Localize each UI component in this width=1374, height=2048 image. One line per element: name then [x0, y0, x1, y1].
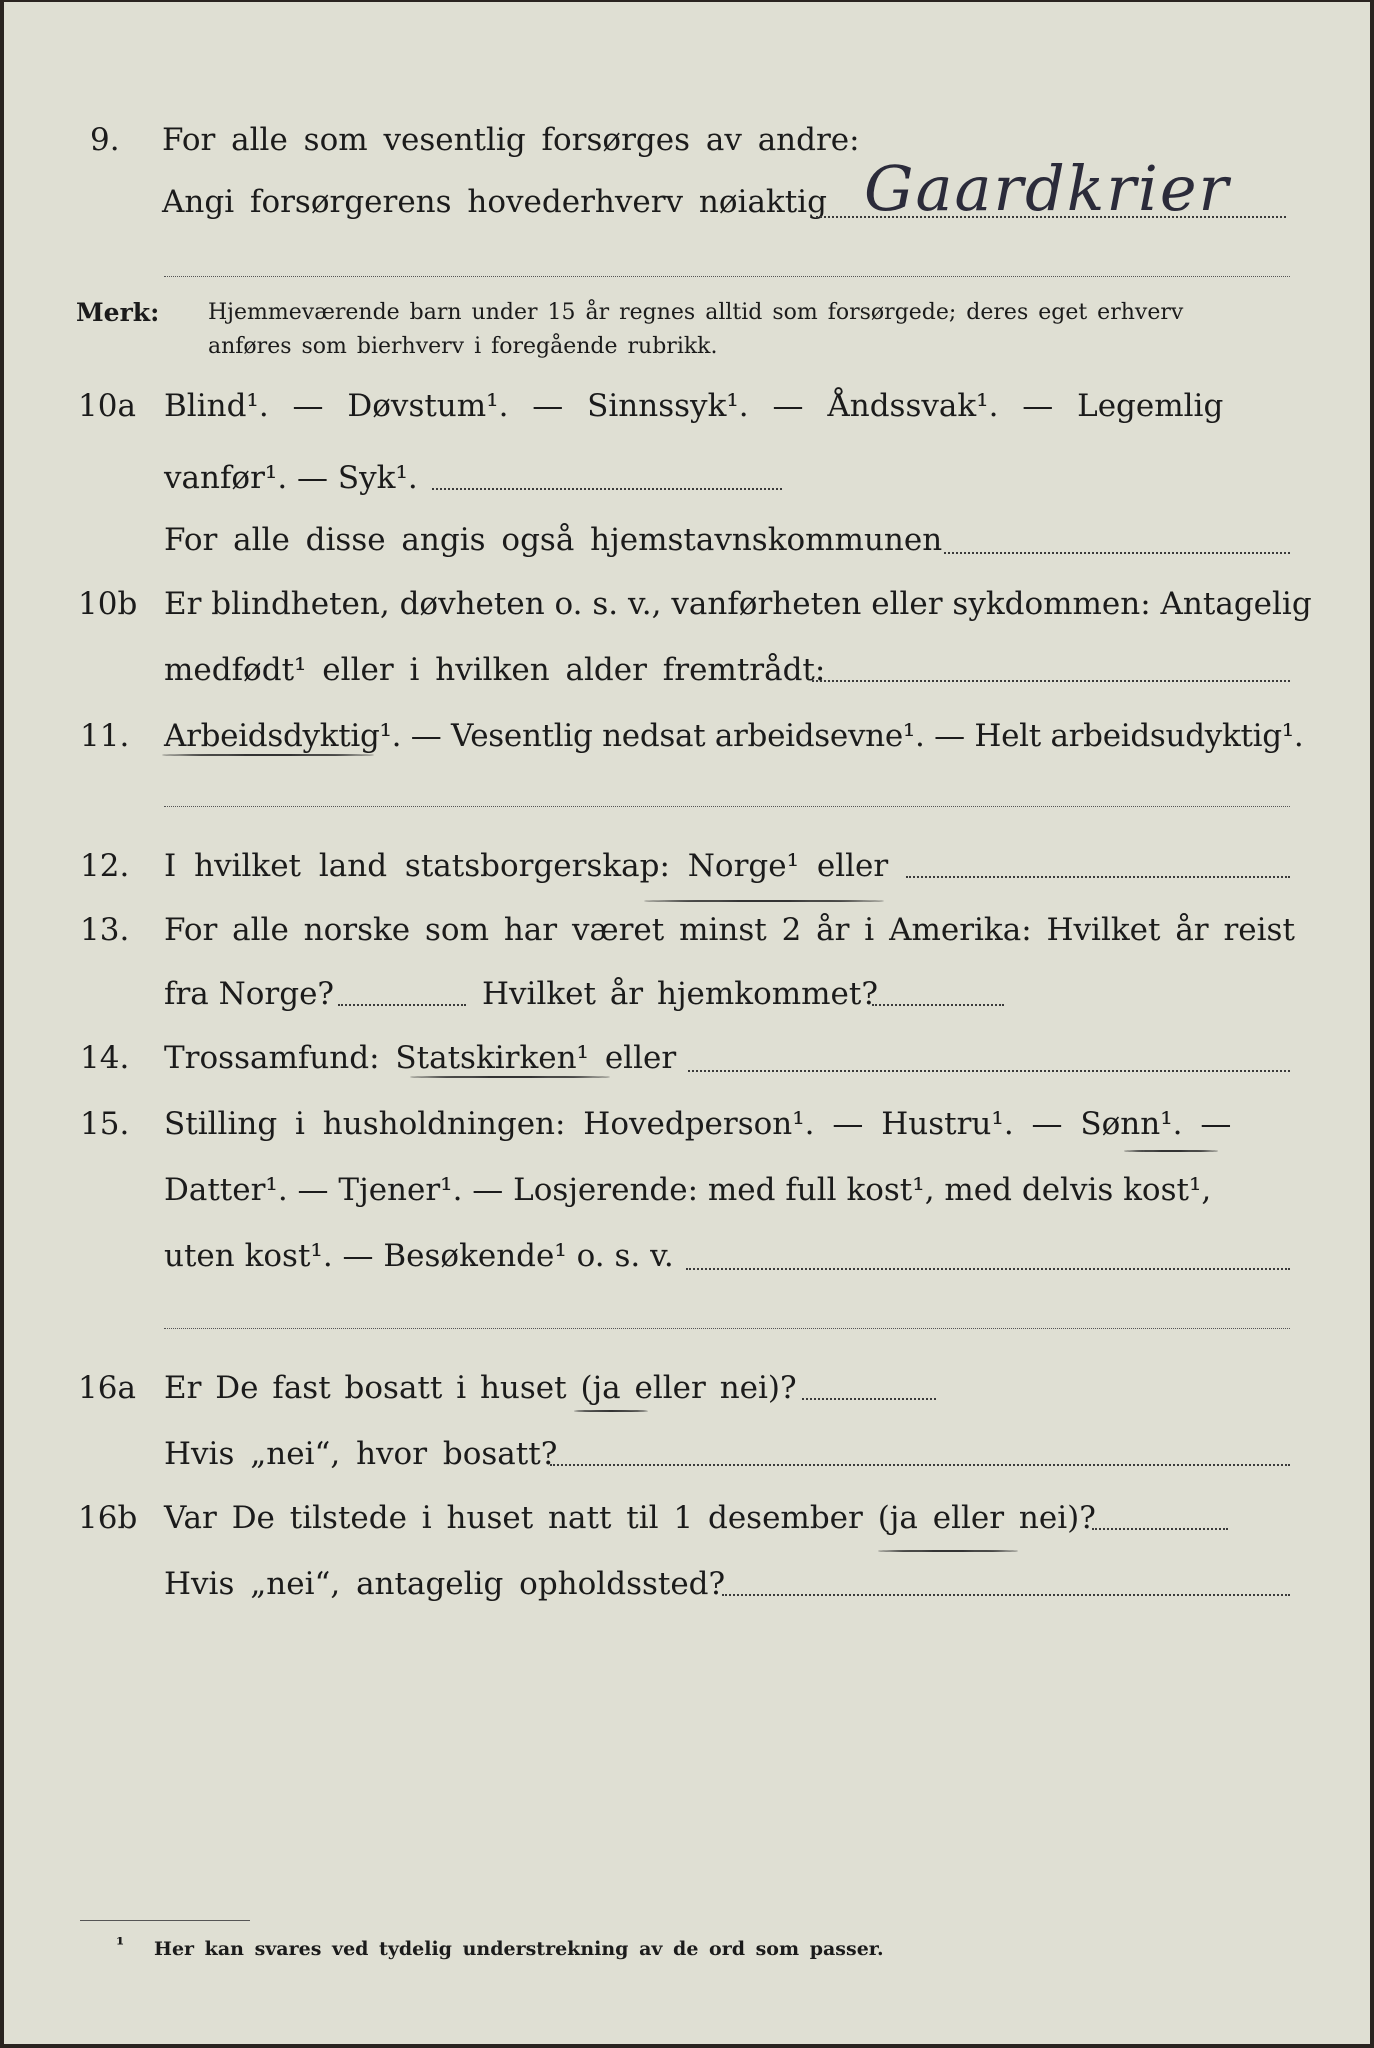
- q14-line1: Trossamfund: Statskirken¹ eller: [164, 1040, 677, 1076]
- footnote-mark: ¹: [116, 1934, 125, 1956]
- q10a-syk-line: [432, 488, 782, 490]
- q16b-line1: Var De tilstede i huset natt til 1 desember (ja eller nei)?: [164, 1500, 1096, 1536]
- q10a-line3: For alle disse angis også hjemstavnskommunen: [164, 522, 943, 558]
- merk-line2: anføres som bierhverv i foregående rubrikk.: [208, 334, 718, 359]
- q16a-number: 16a: [78, 1370, 136, 1406]
- q13-number: 13.: [80, 912, 130, 948]
- q16b-line2: Hvis „nei“, antagelig opholdssted?: [164, 1566, 726, 1602]
- q10b-line2: medfødt¹ eller i hvilken alder fremtrådt:: [164, 652, 826, 688]
- q12-number: 12.: [80, 848, 130, 884]
- q10a-line1: Blind¹. — Døvstum¹. — Sinnssyk¹. — Åndssvak¹. — Legemlig: [164, 388, 1224, 424]
- q9-line2: Angi forsørgerens hovederhverv nøiaktig: [162, 184, 827, 220]
- q14-underline-mark: [410, 1076, 610, 1078]
- q16b-number: 16b: [78, 1500, 138, 1536]
- q11-line1: Arbeidsdyktig¹. — Vesentlig nedsat arbeidsevne¹. — Helt arbeidsudyktig¹.: [164, 718, 1304, 754]
- q10a-hjemstavn-line: [944, 552, 1290, 554]
- q10a-number: 10a: [78, 388, 136, 424]
- q14-number: 14.: [80, 1040, 130, 1076]
- q12-underline-mark: [644, 900, 884, 902]
- q13-line1: For alle norske som har været minst 2 år i Amerika: Hvilket år reist: [164, 912, 1295, 948]
- q11-underline-mark: [162, 754, 374, 756]
- q10a-line2: vanfør¹. — Syk¹.: [164, 460, 418, 496]
- q16a-hvor-line: [550, 1464, 1290, 1466]
- q12-line1: I hvilket land statsborgerskap: Norge¹ eller: [164, 848, 889, 884]
- q15-line3: uten kost¹. — Besøkende¹ o. s. v.: [164, 1238, 674, 1274]
- q13-hjemkommet-line: [872, 1004, 1004, 1006]
- q9-rule: [164, 276, 1290, 277]
- q16a-line1: Er De fast bosatt i huset (ja eller nei)?: [164, 1370, 797, 1406]
- census-form-page: [4, 2, 1370, 2044]
- q15-rule: [164, 1328, 1290, 1329]
- q11-rule: [164, 806, 1290, 807]
- q9-number: 9.: [90, 122, 120, 158]
- q9-handwritten-answer: Gaardkrier: [864, 152, 1231, 225]
- q16b-tilstede-line: [1092, 1528, 1228, 1530]
- q13-line2a: fra Norge?: [164, 976, 335, 1012]
- q10b-number: 10b: [78, 586, 138, 622]
- q16a-bosatt-line: [802, 1398, 936, 1400]
- q15-underline-mark: [1124, 1150, 1218, 1152]
- q10b-alder-line: [812, 680, 1290, 682]
- footnote-rule: [80, 1920, 250, 1921]
- q15-line2: Datter¹. — Tjener¹. — Losjerende: med full kost¹, med delvis kost¹,: [164, 1172, 1212, 1208]
- q15-line1: Stilling i husholdningen: Hovedperson¹. — Hustru¹. — Sønn¹. —: [164, 1106, 1232, 1142]
- q15-number: 15.: [80, 1106, 130, 1142]
- q10b-line1: Er blindheten, døvheten o. s. v., vanførheten eller sykdommen: Antagelig: [164, 586, 1312, 622]
- footnote-text: Her kan svares ved tydelig understrekning av de ord som passer.: [154, 1938, 884, 1960]
- q15-stilling-line: [686, 1268, 1290, 1270]
- q16b-underline-mark: [878, 1550, 1018, 1552]
- q13-line2b: Hvilket år hjemkommet?: [482, 976, 878, 1012]
- q16a-line2: Hvis „nei“, hvor bosatt?: [164, 1436, 558, 1472]
- q16b-opholdssted-line: [722, 1594, 1290, 1596]
- merk-label: Merk:: [76, 298, 160, 327]
- q16a-underline-mark: [574, 1410, 648, 1412]
- q12-land-line: [906, 876, 1290, 878]
- q9-line1: For alle som vesentlig forsørges av andre:: [162, 122, 860, 158]
- q14-trossamfund-line: [688, 1070, 1290, 1072]
- q11-number: 11.: [80, 718, 130, 754]
- q13-reist-line: [338, 1004, 466, 1006]
- merk-line1: Hjemmeværende barn under 15 år regnes alltid som forsørgede; deres eget erhverv: [208, 300, 1184, 325]
